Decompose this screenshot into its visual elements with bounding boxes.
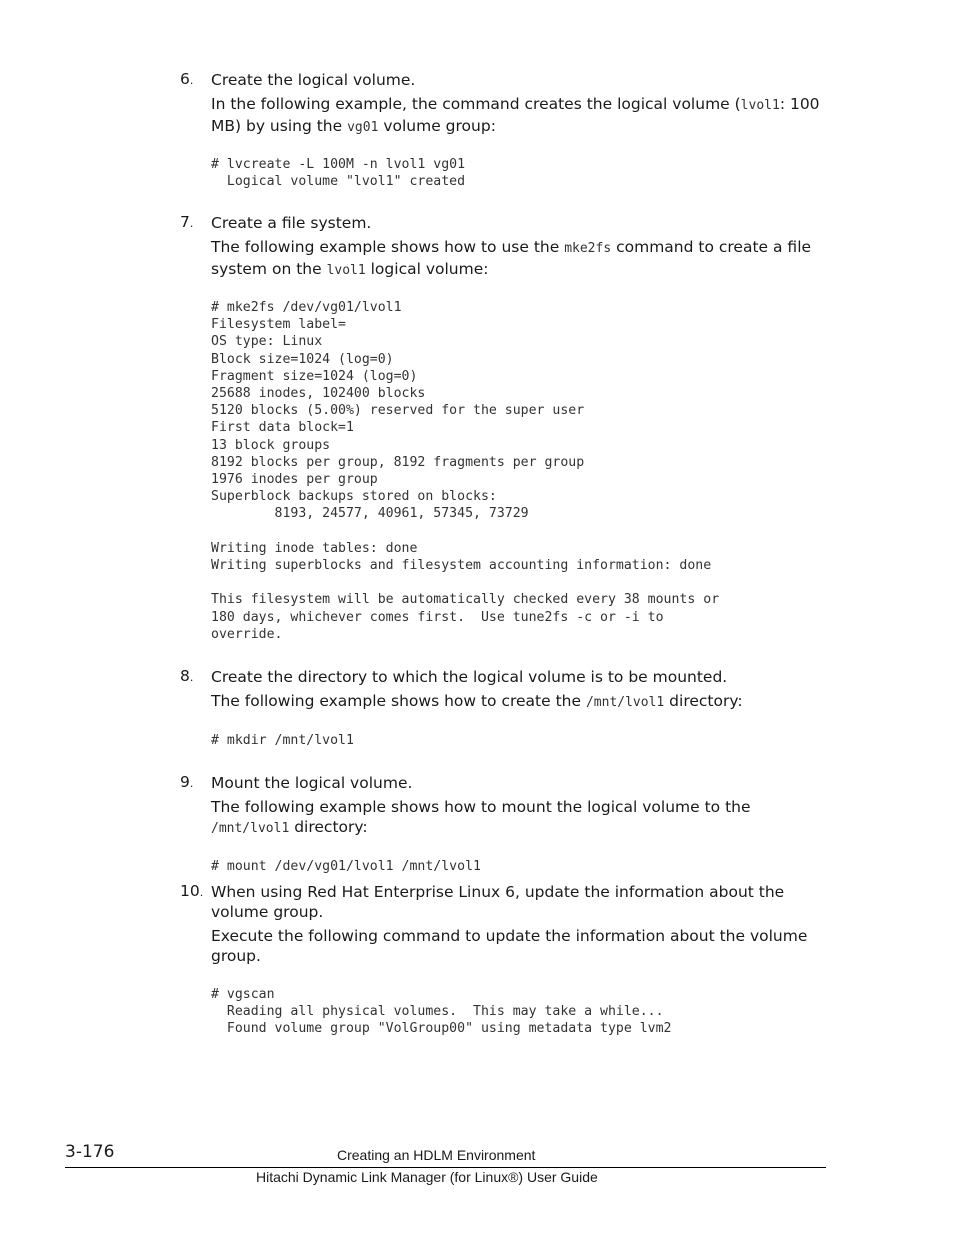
code-block-mke2fs: # mke2fs /dev/vg01/lvol1 Filesystem label= OS type: Linux Block size=1024 (log=0) Fragment size=1024 (log=0) 25688 inodes, 102400 blocks 5120 blocks (5.00%) reserved for the super user First data block=1 13 block groups 8192 blocks per group, 8192 fragments per group 1976 inodes per group Superblock backups stored on blocks: 8193, 24577, 40961, 57345, 73729 Writing inode tables: done Writing superblocks and filesystem accounting information: done This filesystem will be automatically checked every 38 mounts or 180 days, whichever comes first. Use tune2fs -c or -i to override. — [211, 300, 720, 642]
step-title: When using Red Hat Enterprise Linux 6, update the information about the volume group. — [211, 883, 785, 921]
step-title: Mount the logical volume. — [211, 774, 413, 792]
step-description: The following example shows how to mount the logical volume to the /mnt/lvol1 directory: — [211, 798, 751, 836]
footer-divider — [65, 1167, 826, 1168]
step-number: 8. — [180, 667, 194, 685]
code-block-mkdir: # mkdir /mnt/lvol1 — [211, 733, 354, 748]
step-8 — [180, 667, 840, 713]
step-description: In the following example, the command creates the logical volume (lvol1: 100 MB) by using the vg01 volume group: — [211, 95, 820, 135]
chapter-title: Creating an HDLM Environment — [337, 1147, 536, 1163]
step-description: The following example shows how to use the mke2fs command to create a file system on the lvol1 logical volume: — [211, 238, 812, 278]
step-number: 7. — [180, 213, 194, 231]
step-7 — [180, 213, 840, 281]
page-number: 3-176 — [65, 1142, 115, 1162]
step-9 — [180, 773, 840, 839]
code-block-vgscan: # vgscan Reading all physical volumes. This may take a while... Found volume group "VolGroup00" using metadata type lvm2 — [211, 987, 672, 1037]
code-block-lvcreate: # lvcreate -L 100M -n lvol1 vg01 Logical volume "lvol1" created — [211, 157, 466, 190]
step-title: Create a file system. — [211, 214, 372, 232]
step-10 — [180, 882, 840, 966]
step-description: Execute the following command to update the information about the volume group. — [211, 927, 808, 965]
code-block-mount: # mount /dev/vg01/lvol1 /mnt/lvol1 — [211, 859, 481, 874]
step-number: 9. — [180, 773, 194, 791]
guide-title: Hitachi Dynamic Link Manager (for Linux®) User Guide — [256, 1169, 598, 1185]
step-title: Create the directory to which the logical volume is to be mounted. — [211, 668, 728, 686]
step-number: 6. — [180, 70, 194, 88]
step-description: The following example shows how to create the /mnt/lvol1 directory: — [211, 692, 743, 710]
step-number: 10. — [180, 882, 204, 900]
step-6 — [180, 70, 840, 138]
step-title: Create the logical volume. — [211, 71, 416, 89]
